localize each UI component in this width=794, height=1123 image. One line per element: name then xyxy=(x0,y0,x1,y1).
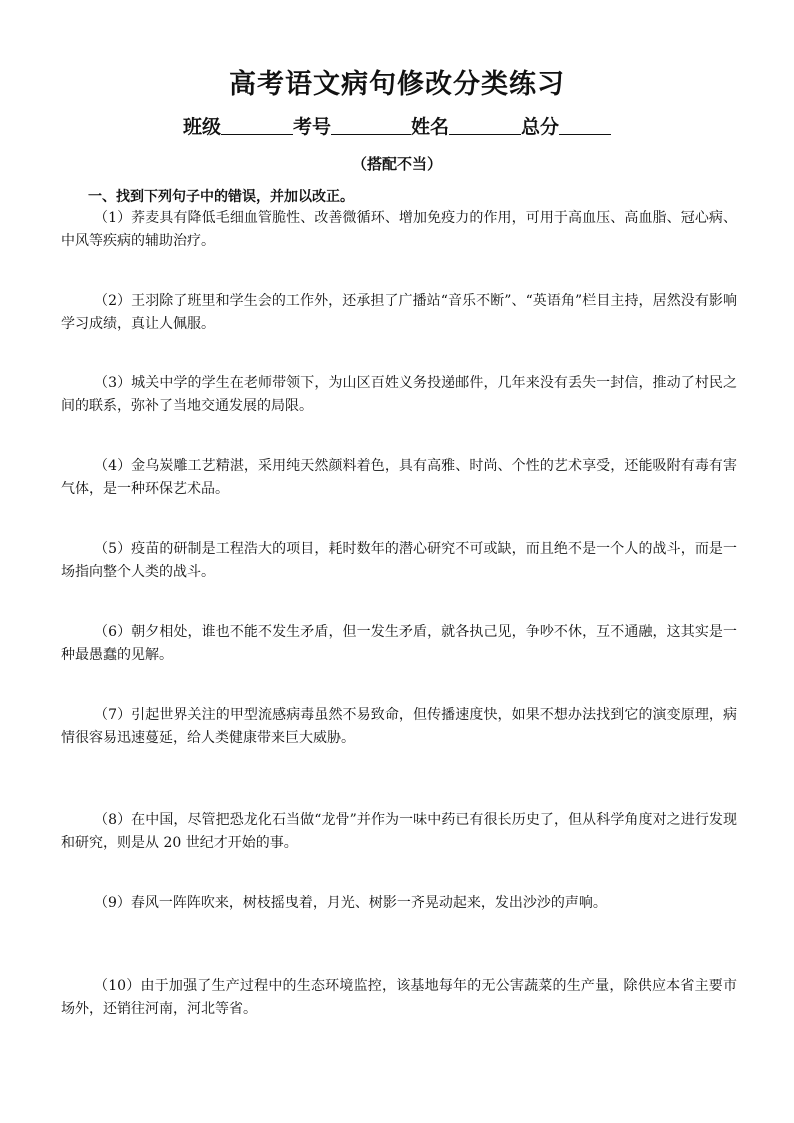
name-blank xyxy=(449,116,521,135)
question-10: （10）由于加强了生产过程中的生态环境监控，该基地每年的无公害蔬菜的生产量，除供应本省主要市场外，还销往河南，河北等省。 xyxy=(61,978,737,1017)
category-subtitle: （搭配不当） xyxy=(351,155,442,173)
question-1: （1）荞麦具有降低毛细血管脆性、改善微循环、增加免疫力的作用，可用于高血压、高血脂、冠心病、中风等疾病的辅助治疗。 xyxy=(61,210,737,249)
question-3: （3）城关中学的学生在老师带领下，为山区百姓义务投递邮件，几年来没有丢失一封信，推动了村民之间的联系，弥补了当地交通发展的局限。 xyxy=(61,375,737,414)
question-7: （7）引起世界关注的甲型流感病毒虽然不易致命，但传播速度快，如果不想办法找到它的演变原理，病情很容易迅速蔓延，给人类健康带来巨大威胁。 xyxy=(61,707,737,746)
question-6: （6）朝夕相处，谁也不能不发生矛盾，但一发生矛盾，就各执己见，争吵不休，互不通融，这其实是一种最愚蠢的见解。 xyxy=(61,624,737,663)
question-4: （4）金乌炭雕工艺精湛，采用纯天然颜料着色，具有高雅、时尚、个性的艺术享受，还能吸附有毒有害气体，是一种环保艺术品。 xyxy=(61,458,737,497)
student-info-line xyxy=(0,112,794,139)
exam-number-blank xyxy=(331,116,411,135)
class-blank xyxy=(221,116,293,135)
class-label: 班级 xyxy=(182,116,221,138)
page-title: 高考语文病句修改分类练习 xyxy=(229,69,565,100)
section-instruction: 一、找到下列句子中的错误，并加以改正。 xyxy=(88,189,354,205)
question-8: （8）在中国，尽管把恐龙化石当做“龙骨”并作为一味中药已有很长历史了，但从科学角度对之进行发现和研究，则是从 20 世纪才开始的事。 xyxy=(61,812,737,851)
exam-number-label: 考号 xyxy=(292,116,331,138)
score-label: 总分 xyxy=(521,116,560,138)
question-9: （9）春风一阵阵吹来，树枝摇曳着，月光、树影一齐晃动起来，发出沙沙的声响。 xyxy=(94,895,607,911)
question-5: （5）疫苗的研制是工程浩大的项目，耗时数年的潜心研究不可或缺，而且绝不是一个人的战斗，而是一场指向整个人类的战斗。 xyxy=(61,541,737,580)
score-blank xyxy=(559,116,611,135)
question-2: （2）王羽除了班里和学生会的工作外，还承担了广播站“音乐不断”、“英语角”栏目主持，居然没有影响学习成绩，真让人佩服。 xyxy=(61,293,737,332)
name-label: 姓名 xyxy=(411,116,450,138)
